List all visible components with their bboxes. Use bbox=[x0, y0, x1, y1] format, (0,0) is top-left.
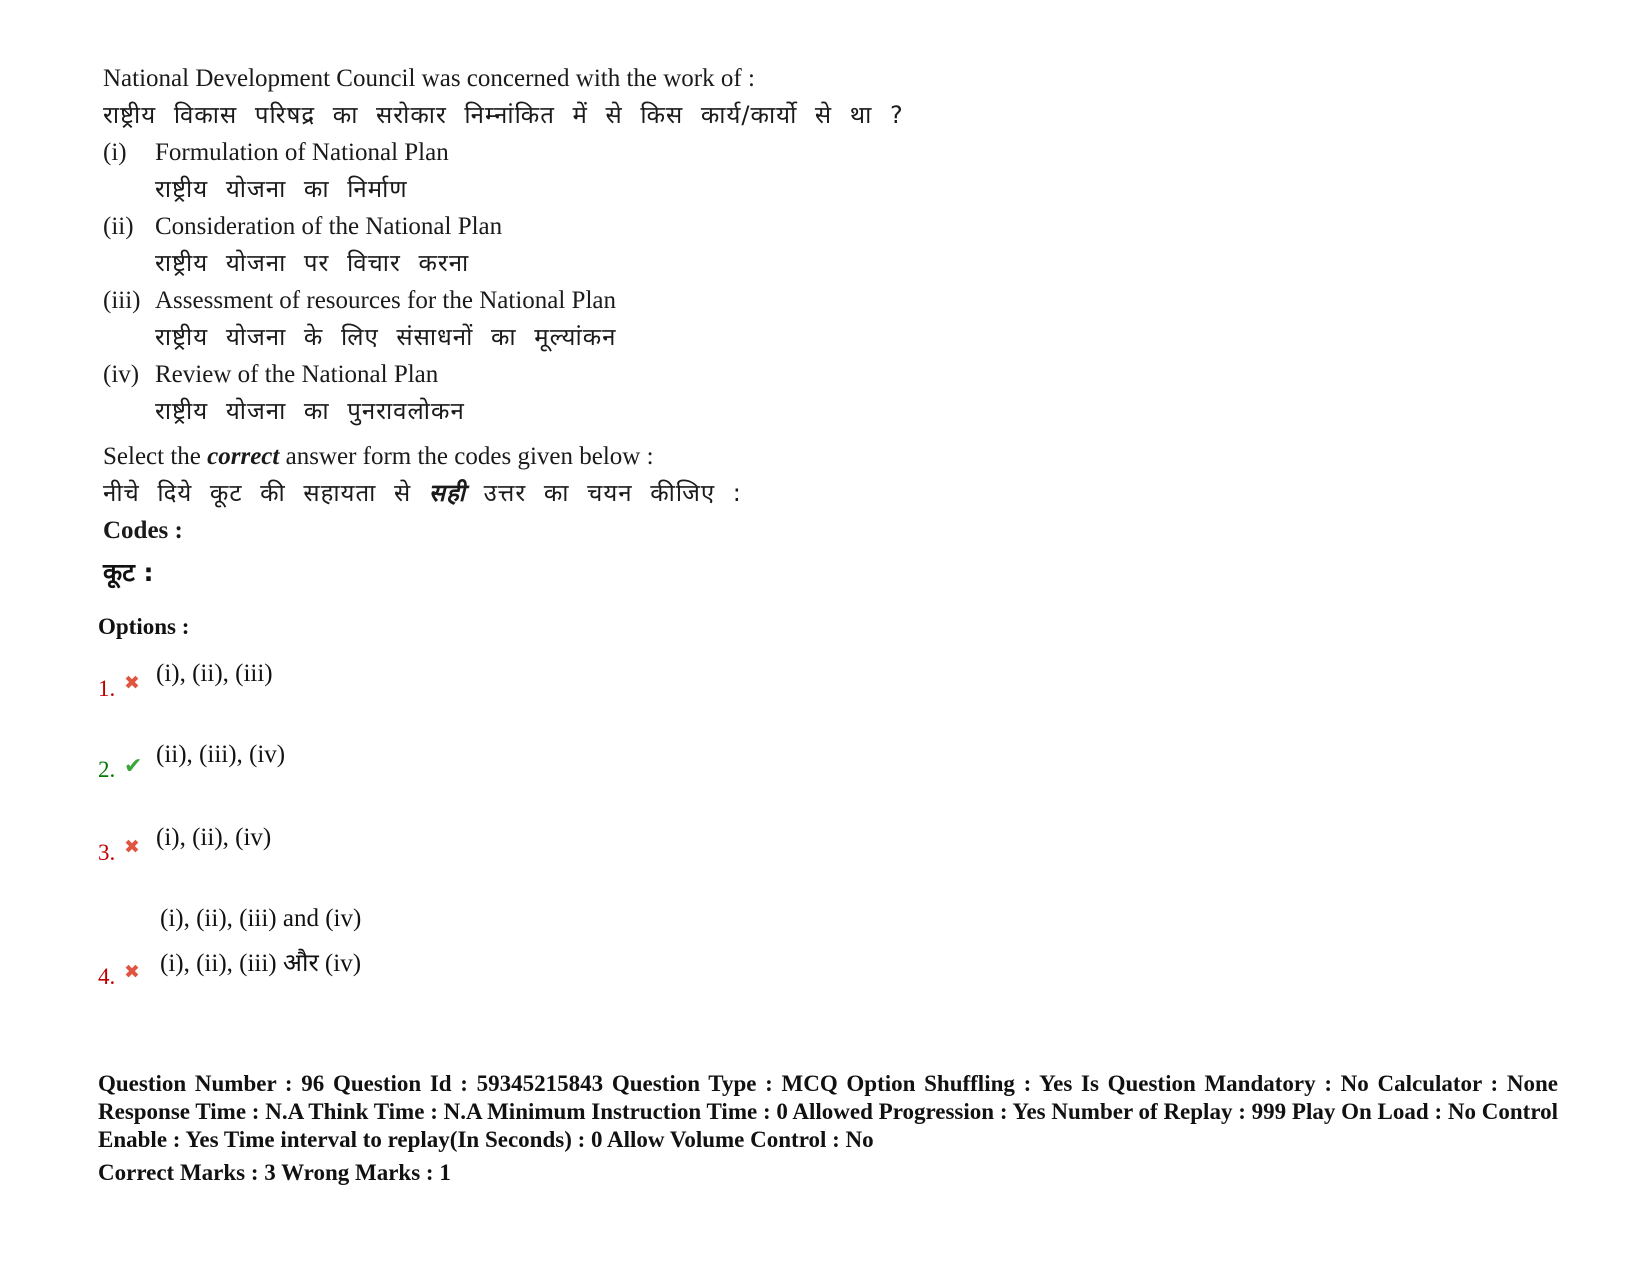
wrong-mark-icon: ✖ bbox=[124, 673, 140, 694]
codes-label-english: Codes : bbox=[103, 517, 183, 544]
marks-info: Correct Marks : 3 Wrong Marks : 1 bbox=[98, 1160, 451, 1185]
statement-item bbox=[103, 356, 1103, 393]
instruction-english bbox=[103, 438, 1103, 475]
correct-mark-icon: ✔ bbox=[124, 753, 143, 778]
statement-text-english: Assessment of resources for the National Plan bbox=[155, 287, 616, 314]
wrong-mark-icon: ✖ bbox=[124, 962, 140, 983]
statement-item bbox=[103, 282, 1103, 319]
wrong-mark-icon: ✖ bbox=[124, 837, 140, 858]
statement-text-english: Consideration of the National Plan bbox=[155, 213, 503, 240]
instruction-text: नीचे दिये कूट की सहायता से bbox=[103, 479, 429, 507]
question-stem-hindi: राष्ट्रीय विकास परिषद्र का सरोकार निम्नांकित में से किस कार्य/कार्यो से था ? bbox=[103, 101, 904, 129]
option-text: (ii), (iii), (iv) bbox=[156, 741, 286, 768]
statement-text-hindi: राष्ट्रीय योजना का निर्माण bbox=[155, 175, 408, 203]
question-stem-english: National Development Council was concerned with the work of : bbox=[103, 65, 755, 92]
statement-text-hindi: राष्ट्रीय योजना पर विचार करना bbox=[155, 249, 470, 277]
option-number: 3. bbox=[98, 840, 116, 865]
option-4[interactable] bbox=[98, 905, 798, 995]
instruction-text: Select the bbox=[103, 443, 208, 470]
question-metadata: Question Number : 96 Question Id : 59345215843 Question Type : MCQ Option Shuffling : Yes Is Question Mandatory : No Calculator : None Response Time : N.A Think Time : N.A Minimum Instruction Time : 0 Allowed Progression : Yes Number of Replay : 999 Play On Load : No Control Enable : Yes Time interval to replay(In Seconds) : 0 Allow Volume Control : No bbox=[98, 1071, 1558, 1152]
option-text-english: (i), (ii), (iii) and (iv) bbox=[160, 905, 362, 932]
statement-item bbox=[103, 208, 1103, 245]
statement-text-hindi: राष्ट्रीय योजना के लिए संसाधनों का मूल्यांकन bbox=[155, 323, 617, 351]
question-block bbox=[103, 60, 1103, 595]
statement-number: (i) bbox=[103, 139, 127, 166]
statement-number: (iii) bbox=[103, 287, 141, 314]
options-label: Options : bbox=[98, 614, 190, 639]
option-1[interactable] bbox=[98, 660, 798, 700]
option-text-hindi: (i), (ii), (iii) और (iv) bbox=[160, 950, 362, 977]
codes-label-hindi: कूट : bbox=[103, 558, 154, 587]
statement-text-english: Review of the National Plan bbox=[155, 361, 439, 388]
option-number: 2. bbox=[98, 757, 116, 782]
statement-item bbox=[103, 134, 1103, 171]
instruction-emphasis: सही bbox=[428, 479, 467, 507]
option-2[interactable] bbox=[98, 741, 798, 781]
instruction-text: उत्तर का चयन कीजिए : bbox=[466, 479, 742, 507]
option-3[interactable] bbox=[98, 824, 798, 864]
statement-number: (iv) bbox=[103, 361, 140, 388]
statement-text-english: Formulation of National Plan bbox=[155, 139, 449, 166]
option-text: (i), (ii), (iii) bbox=[156, 660, 273, 687]
instruction-text: answer form the codes given below : bbox=[279, 443, 654, 470]
statement-text-hindi: राष्ट्रीय योजना का पुनरावलोकन bbox=[155, 397, 465, 425]
option-number: 1. bbox=[98, 676, 116, 701]
instruction-hindi bbox=[103, 475, 1103, 512]
instruction-emphasis: correct bbox=[207, 443, 280, 470]
statement-number: (ii) bbox=[103, 213, 134, 240]
option-text: (i), (ii), (iv) bbox=[156, 824, 272, 851]
option-number: 4. bbox=[98, 964, 116, 989]
